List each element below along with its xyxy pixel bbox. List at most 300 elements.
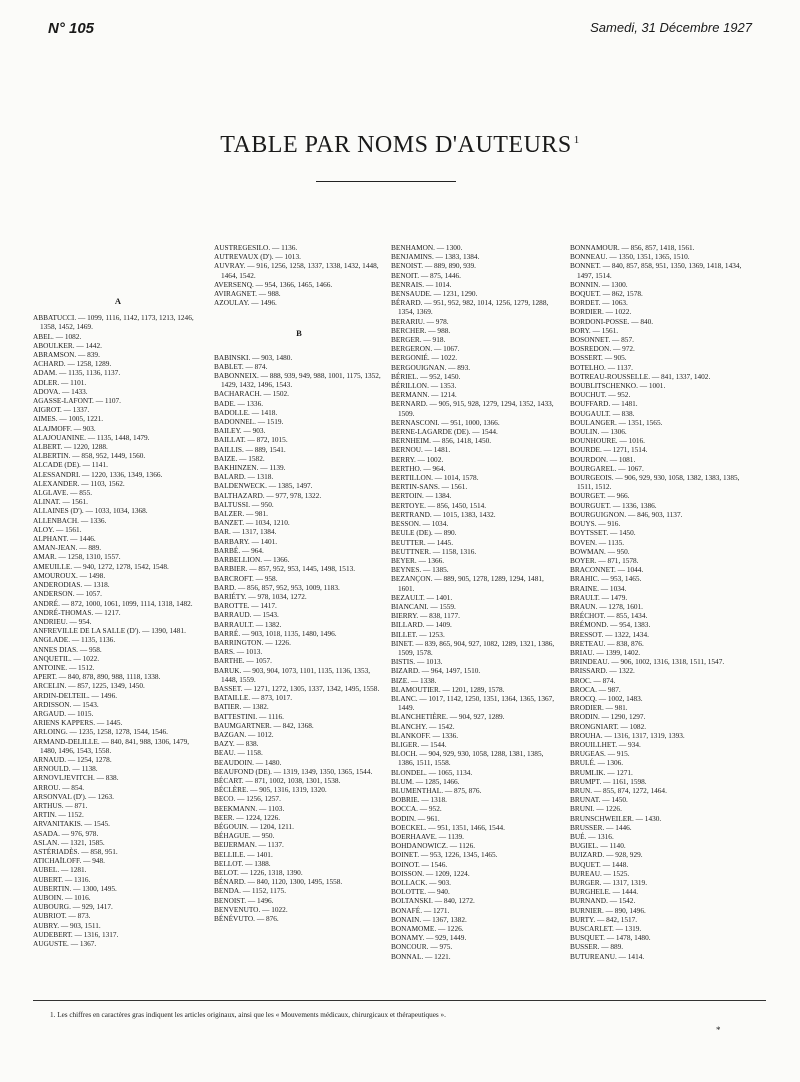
author-entry: BILLARD. — 1409. [391, 620, 452, 630]
author-entry: BONAIN. — 1367, 1382. [391, 914, 467, 924]
author-entry: BATIER. — 1382. [214, 702, 269, 712]
author-entry: BRAUN. — 1278, 1601. [570, 601, 643, 611]
author-entry: ALBERT. — 1220, 1288. [33, 442, 108, 452]
author-entry: BOINOT. — 1546. [391, 859, 448, 869]
author-entry: BENSAUDE. — 1231, 1290. [391, 289, 478, 299]
author-entry: BOBRIE. — 1318. [391, 795, 447, 805]
author-entry: BRÉCHOT. — 855, 1434. [570, 611, 648, 621]
column-4-entries [570, 243, 748, 961]
author-entry: BAZGAN. — 1012. [214, 729, 274, 739]
author-entry: AIMES. — 1005, 1221. [33, 414, 104, 424]
author-entry: BAR. — 1317, 1384. [214, 527, 277, 537]
author-entry: BOUNHOURE. — 1016. [570, 436, 645, 446]
author-entry: ABRAMSON. — 839. [33, 350, 100, 360]
author-entry: ARNOULD. — 1138. [33, 764, 98, 774]
author-entry: BORDET. — 1063. [570, 298, 628, 308]
author-entry: BEYER. — 1366. [391, 555, 445, 565]
author-entry: BEEKMANN. — 1103. [214, 803, 285, 813]
author-entry: BERNHEIM. — 856, 1418, 1450. [391, 436, 492, 446]
author-entry: BLAMOUTIER. — 1201, 1289, 1578. [391, 684, 505, 694]
author-entry: ANDRIEU. — 954. [33, 616, 92, 626]
author-entry: BEAU. — 1158. [214, 748, 263, 758]
author-entry: BABONNEIX. — 888, 939, 949, 988, 1001, 1175, 1352, 1429, 1432, 1496, 1543. [214, 371, 381, 390]
author-entry: ARLOING. — 1235, 1258, 1278, 1544, 1546. [33, 727, 168, 737]
author-entry: BEER. — 1224, 1226. [214, 812, 281, 822]
author-entry: BÉCART. — 871, 1002, 1038, 1301, 1538. [214, 775, 341, 785]
author-entry: AGASSE-LAFONT. — 1107. [33, 396, 121, 406]
column-4 [570, 243, 748, 961]
author-entry: BARBELLION. — 1366. [214, 555, 290, 565]
author-entry: AMAR. — 1258, 1310, 1557. [33, 552, 121, 562]
author-entry: BEULE (DE). — 890. [391, 528, 457, 538]
author-entry: BELLOT. — 1388. [214, 858, 271, 868]
title-underline [316, 181, 456, 182]
author-entry: BAILLIS. — 889, 1541. [214, 444, 286, 454]
author-entry: ANDRÉ-THOMAS. — 1217. [33, 607, 121, 617]
author-entry: APERT. — 840, 878, 890, 988, 1118, 1338. [33, 672, 161, 682]
author-entry: BUIZARD. — 928, 929. [570, 850, 643, 860]
author-entry: BAZY. — 838. [214, 739, 259, 749]
author-entry: BRUN. — 855, 874, 1272, 1464. [570, 785, 667, 795]
author-entry: AUBEL. — 1281. [33, 865, 87, 875]
column-3-entries [391, 243, 561, 961]
author-entry: BOQUET. — 862, 1578. [570, 289, 643, 299]
author-entry: BERNASCONI. — 951, 1000, 1366. [391, 417, 500, 427]
author-entry: AZOULAY. — 1496. [214, 298, 277, 308]
author-entry: ARNAUD. — 1254, 1278. [33, 754, 112, 764]
author-entry: BOURGUET. — 1336, 1386. [570, 500, 657, 510]
author-entry: BOCCA. — 952. [391, 804, 442, 814]
author-entry: BOYER. — 871, 1578. [570, 555, 639, 565]
author-entry: ARTHUS. — 871. [33, 800, 88, 810]
author-entry: BABINSKI. — 903, 1480. [214, 352, 293, 362]
author-entry: BRODIN. — 1290, 1297. [570, 712, 646, 722]
author-entry: AMEUILLE. — 940, 1272, 1278, 1542, 1548. [33, 561, 169, 571]
author-entry: ALEXANDER. — 1103, 1562. [33, 478, 125, 488]
author-entry: BOUBLITSCHENKO. — 1001. [570, 381, 666, 391]
author-entry: BERARIU. — 978. [391, 316, 449, 326]
author-entry: BÉRIEL. — 952, 1450. [391, 371, 461, 381]
letter-heading-b: B [296, 328, 302, 339]
author-entry: BUSQUET. — 1478, 1480. [570, 933, 651, 943]
author-entry: BERGER. — 918. [391, 335, 446, 345]
author-entry: BRÉMOND. — 954, 1383. [570, 620, 651, 630]
footnote: 1. Les chiffres en caractères gras indiquent les articles originaux, ainsi que les « Mouvements médicaux, chirurgicaux et thérapeutiques ». [50, 1011, 446, 1019]
author-entry: AUBRY. — 903, 1511. [33, 920, 101, 930]
author-entry: BERCHER. — 988. [391, 325, 451, 335]
author-entry: BAILEY. — 903. [214, 426, 266, 436]
author-entry: BRUGEAS. — 915. [570, 749, 630, 759]
author-entry: AUBOURG. — 929, 1417. [33, 902, 113, 912]
author-entry: BERGONIÉ. — 1022. [391, 353, 458, 363]
author-entry: BOVEN. — 1135. [570, 537, 625, 547]
title-footnote-ref: 1 [573, 134, 580, 146]
author-entry: ANTOINE. — 1512. [33, 662, 95, 672]
author-entry: ARROU. — 854. [33, 782, 85, 792]
author-entry: ALCADE (DE). — 1141. [33, 460, 108, 470]
author-entry: BOTREAU-ROUSSELLE. — 841, 1337, 1402. [570, 371, 711, 381]
author-entry: BEUTTNER. — 1158, 1316. [391, 546, 477, 556]
author-entry: BOURGEOIS. — 906, 929, 930, 1058, 1382, 1383, 1385, 1511, 1512. [570, 473, 740, 492]
author-entry: BROUHA. — 1316, 1317, 1319, 1393. [570, 730, 685, 740]
asterisk-mark: * [716, 1025, 721, 1035]
author-entry: BUTUREANU. — 1414. [570, 951, 645, 961]
author-entry: ARVANITAKIS. — 1545. [33, 819, 110, 829]
author-entry: BRUMPT. — 1161, 1598. [570, 776, 647, 786]
author-entry: BARTHE. — 1057. [214, 656, 272, 666]
author-entry: BAKHINZEN. — 1139. [214, 463, 286, 473]
author-entry: ARSONVAL (D'). — 1263. [33, 791, 114, 801]
author-entry: BERTOIN. — 1384. [391, 491, 452, 501]
author-entry: BÉNÉVUTO. — 876. [214, 914, 279, 924]
author-entry: BOURDON. — 1081. [570, 454, 636, 464]
author-entry: BALDENWECK. — 1385, 1497. [214, 481, 313, 491]
author-entry: AVERSENQ. — 954, 1366, 1465, 1466. [214, 279, 333, 289]
author-entry: BUGIEL. — 1140. [570, 841, 626, 851]
author-entry: AUGUSTE. — 1367. [33, 939, 97, 949]
author-entry: BURGHELE. — 1444. [570, 887, 639, 897]
author-entry: ASLAN. — 1321, 1585. [33, 837, 105, 847]
author-entry: BOTELHO. — 1137. [570, 362, 633, 372]
author-entry: BEYNES. — 1385. [391, 565, 449, 575]
author-entry: BUREAU. — 1525. [570, 868, 630, 878]
author-entry: ANFREVILLE DE LA SALLE (D'). — 1390, 1481. [33, 626, 186, 636]
author-entry: ARTIN. — 1152. [33, 810, 84, 820]
author-entry: BRUSSER. — 1446. [570, 822, 632, 832]
author-entry: BÉRARD. — 951, 952, 982, 1014, 1256, 1279, 1288, 1354, 1369. [391, 298, 549, 317]
author-entry: BURTY. — 842, 1517. [570, 914, 638, 924]
author-entry: BRAINE. — 1034. [570, 583, 627, 593]
author-entry: ANDERSON. — 1057. [33, 589, 102, 599]
author-entry: BAUMGARTNER. — 842, 1368. [214, 720, 314, 730]
author-entry: BRACONNET. — 1044. [570, 565, 644, 575]
author-entry: BROUILLHET. — 934. [570, 739, 641, 749]
author-entry: ANDERODIAS. — 1318. [33, 580, 110, 590]
author-entry: BÉHAGUE. — 950. [214, 831, 275, 841]
author-entry: BORY. — 1561. [570, 325, 619, 335]
issue-number: N° 105 [48, 20, 95, 37]
author-entry: BARBARY. — 1401. [214, 536, 278, 546]
author-entry: BARS. — 1013. [214, 647, 263, 657]
author-entry: BOERHAAVE. — 1139. [391, 832, 464, 841]
author-entry: ALLENBACH. — 1336. [33, 515, 107, 525]
author-entry: ALLAINES (D'). — 1033, 1034, 1368. [33, 506, 148, 516]
author-entry: BRINDEAU. — 906, 1002, 1316, 1318, 1511, 1547. [570, 657, 725, 667]
author-entry: BALARD. — 1318. [214, 472, 274, 482]
author-entry: BÉGOUIN. — 1204, 1211. [214, 821, 294, 831]
author-entry: BOISSON. — 1209, 1224. [391, 868, 470, 878]
page-title [0, 132, 800, 159]
author-entry: ACHARD. — 1258, 1289. [33, 359, 112, 369]
author-entry: BOHDANOWICZ. — 1126. [391, 841, 476, 851]
author-entry: ARCELIN. — 857, 1225, 1349, 1450. [33, 681, 145, 691]
author-entry: BENVENUTO. — 1022. [214, 904, 288, 914]
author-entry: BOSREDON. — 972. [570, 344, 635, 354]
column-3 [391, 243, 561, 961]
author-entry: ALPHANT. — 1446. [33, 534, 96, 544]
author-entry: AVIRAGNET. — 988. [214, 289, 281, 299]
author-entry: ARGAUD. — 1015. [33, 708, 94, 718]
author-entry: BOULANGER. — 1351, 1565. [570, 417, 663, 427]
author-entry: BLANKOFF. — 1336. [391, 730, 459, 740]
author-entry: BISTIS. — 1013. [391, 657, 443, 667]
author-entry: BADOLLE. — 1418. [214, 407, 278, 417]
author-entry: BERTIN-SANS. — 1561. [391, 482, 468, 492]
author-entry: BONNAL. — 1221. [391, 951, 451, 961]
author-entry: BOWMAN. — 950. [570, 546, 630, 556]
column-2 [214, 243, 384, 923]
author-entry: BARUK. — 903, 904, 1073, 1101, 1135, 1136, 1353, 1448, 1559. [214, 665, 371, 684]
author-entry: BOLOTTE. — 940. [391, 887, 450, 897]
author-entry: BENOIST. — 889, 890, 939. [391, 261, 476, 271]
author-entry: BOURDE. — 1271, 1514. [570, 445, 648, 455]
author-entry: BARRINGTON. — 1226. [214, 637, 291, 647]
author-entry: ALESSANDRI. — 1220, 1336, 1349, 1366. [33, 469, 163, 479]
author-entry: BESSON. — 1034. [391, 519, 449, 529]
author-entry: ALAJMOFF. — 903. [33, 423, 96, 433]
author-entry: BURNAND. — 1542. [570, 896, 636, 906]
author-entry: BOECKEL. — 951, 1351, 1466, 1544. [391, 822, 505, 832]
author-entry: BRUNSCHWEILER. — 1430. [570, 813, 662, 823]
issue-date: Samedi, 31 Décembre 1927 [590, 20, 752, 35]
author-entry: BUSCARLET. — 1319. [570, 924, 642, 934]
author-entry: BOLLACK. — 903. [391, 878, 451, 888]
author-entry: ABOULKER. — 1442. [33, 340, 102, 350]
author-entry: BLIGER. — 1544. [391, 739, 447, 749]
column-1-entries [33, 313, 203, 948]
author-entry: BOUYS. — 916. [570, 519, 621, 529]
author-entry: ADAM. — 1135, 1136, 1137. [33, 368, 121, 378]
author-entry: BENHAMON. — 1300. [391, 243, 463, 252]
author-entry: BRISSARD. — 1322. [570, 666, 635, 676]
author-entry: BENDA. — 1152, 1175. [214, 886, 287, 896]
author-entry: BASSET. — 1271, 1272, 1305, 1337, 1342, 1495, 1558. [214, 683, 380, 693]
author-entry: ABBATUCCI. — 1099, 1116, 1142, 1173, 1213, 1246, 1358, 1452, 1469. [33, 313, 194, 332]
author-entry: ASTÉRIADÈS. — 858, 951. [33, 846, 118, 856]
author-entry: BOUCHUT. — 952. [570, 390, 631, 400]
author-entry: BARBIER. — 857, 952, 953, 1445, 1498, 1513. [214, 564, 356, 574]
author-entry: BEZANÇON. — 889, 905, 1278, 1289, 1294, 1481, 1601. [391, 574, 544, 593]
author-entry: BÉNARD. — 840, 1120, 1300, 1495, 1558. [214, 877, 343, 887]
author-entry: BRUMLIK. — 1271. [570, 767, 633, 777]
author-entry: BORDIER. — 1022. [570, 307, 632, 317]
author-entry: ARMAND-DELILLE. — 840, 841, 988, 1306, 1479, 1480, 1496, 1543, 1558. [33, 736, 190, 755]
author-entry: BERTRAND. — 1015, 1383, 1432. [391, 509, 496, 519]
author-entry: AUBRIOT. — 873. [33, 911, 91, 921]
author-entry: AUVRAY. — 916, 1256, 1258, 1337, 1338, 1432, 1448, 1464, 1542. [214, 261, 379, 280]
author-entry: BONNAMOUR. — 856, 857, 1418, 1561. [570, 243, 695, 252]
author-entry: BERNARD. — 905, 915, 928, 1279, 1294, 1352, 1433, 1509. [391, 399, 554, 418]
author-entry: BOURGAREL. — 1067. [570, 463, 644, 473]
author-entry: BARCROFT. — 958. [214, 573, 278, 583]
author-entry: AIGROT. — 1337. [33, 405, 90, 415]
author-entry: BRAULT. — 1479. [570, 592, 628, 602]
author-entry: BENOIT. — 875, 1446. [391, 270, 461, 280]
author-entry: ADOVA. — 1433. [33, 386, 88, 396]
author-entry: BABLET. — 874. [214, 361, 268, 371]
author-entry: BLUMENTHAL. — 875, 876. [391, 785, 482, 795]
author-entry: AUSTREGESILO. — 1136. [214, 243, 298, 252]
author-entry: AUBERT. — 1316. [33, 874, 91, 884]
author-entry: ANGLADE. — 1135, 1136. [33, 635, 116, 645]
author-entry: BUQUET. — 1448. [570, 859, 629, 869]
author-entry: BARIÉTY. — 978, 1034, 1272. [214, 591, 307, 601]
author-entry: BILLET. — 1253. [391, 629, 445, 639]
author-entry: BLONDEL. — 1065, 1134. [391, 767, 473, 777]
author-entry: BLOCH. — 904, 929, 930, 1058, 1288, 1381, 1385, 1386, 1511, 1558. [391, 749, 544, 768]
author-entry: BONNEAU. — 1350, 1351, 1365, 1510. [570, 252, 690, 262]
author-entry: BÉCLÈRE. — 905, 1316, 1319, 1320. [214, 785, 327, 795]
author-entry: BUÉ. — 1316. [570, 832, 614, 841]
author-entry: BOUGAULT. — 838. [570, 408, 635, 418]
author-entry: ADLER. — 1101. [33, 377, 87, 387]
author-entry: ARDIN-DELTEIL. — 1496. [33, 690, 118, 700]
author-entry: BOSSERT. — 905. [570, 353, 627, 363]
author-entry: BOUFFARD. — 1481. [570, 399, 638, 409]
author-entry: BRULÉ. — 1306. [570, 758, 624, 768]
author-entry: BERTOYE. — 856, 1450, 1514. [391, 500, 487, 510]
author-entry: BUSSER. — 889. [570, 942, 624, 952]
author-entry: ANDRÉ. — 872, 1000, 1061, 1099, 1114, 1318, 1482. [33, 598, 193, 608]
author-entry: BLANC. — 1017, 1142, 1250, 1351, 1364, 1365, 1367, 1449. [391, 693, 555, 713]
author-entry: ARIENS KAPPERS. — 1445. [33, 718, 123, 728]
author-entry: BRONGNIART. — 1082. [570, 721, 647, 731]
author-entry: BERTILLON. — 1014, 1578. [391, 473, 479, 483]
author-entry: BLANCHY. — 1542. [391, 721, 455, 731]
author-entry: BOLTANSKI. — 840, 1272. [391, 896, 475, 906]
author-entry: BÉRILLON. — 1353. [391, 381, 457, 391]
author-entry: BLUM. — 1285, 1466. [391, 776, 460, 786]
author-entry: BRIAU. — 1399, 1402. [570, 647, 641, 657]
author-entry: ANQUETIL. — 1022. [33, 653, 100, 663]
author-entry: BROCQ. — 1002, 1483. [570, 693, 643, 703]
author-entry: BERRY. — 1002. [391, 454, 444, 464]
author-entry: ATICHAÏLOFF. — 948. [33, 856, 105, 866]
author-entry: BOYTSSET. — 1450. [570, 528, 636, 538]
author-entry: ALBERTIN. — 858, 952, 1449, 1560. [33, 451, 146, 461]
author-entry: BELOT. — 1226, 1318, 1390. [214, 868, 303, 877]
author-entry: BERNE-LAGARDE (DE). — 1544. [391, 427, 498, 437]
author-entry: ASADA. — 976, 978. [33, 828, 99, 838]
author-entry: BURGER. — 1317, 1319. [570, 878, 648, 888]
column-2-entries-b [214, 353, 384, 924]
author-entry: BARD. — 856, 857, 952, 953, 1009, 1183. [214, 582, 340, 592]
author-entry: BONAMOME. — 1226. [391, 924, 464, 934]
author-entry: AUTREVAUX (D'). — 1013. [214, 252, 301, 262]
author-entry: BADONNEL. — 1519. [214, 417, 284, 427]
author-entry: BERTHO. — 964. [391, 463, 446, 473]
column-2-entries-a [214, 243, 384, 307]
author-entry: BIZARD. — 964, 1497, 1510. [391, 666, 481, 676]
author-entry: BROCA. — 987. [570, 684, 621, 694]
author-entry: ALOY. — 1561. [33, 524, 82, 534]
author-entry: BROC. — 874. [570, 675, 616, 685]
author-entry: ALINAT. — 1561. [33, 497, 88, 507]
author-entry: AUBERTIN. — 1300, 1495. [33, 883, 117, 893]
author-entry: BRUNI. — 1226. [570, 804, 622, 814]
author-entry: BENRAIS. — 1014. [391, 279, 452, 289]
author-entry: BONAMY. — 929, 1449. [391, 933, 467, 943]
author-entry: BRETEAU. — 838, 876. [570, 638, 644, 648]
author-entry: BADE. — 1336. [214, 398, 264, 408]
author-entry: BERGERON. — 1067. [391, 344, 460, 354]
author-entry: BODIN. — 961. [391, 813, 440, 823]
author-entry: BONAFÉ. — 1271. [391, 905, 450, 915]
author-entry: BEIJERMAN. — 1137. [214, 840, 284, 850]
author-entry: BORDONI-POSSE. — 840. [570, 316, 654, 326]
author-entry: BOINET. — 953, 1226, 1345, 1465. [391, 850, 498, 860]
author-entry: BEAUDOIN. — 1480. [214, 757, 282, 767]
author-entry: BARRAUD. — 1543. [214, 610, 279, 620]
author-entry: BACHARACH. — 1502. [214, 389, 290, 399]
author-entry: ALAJOUANINE. — 1135, 1448, 1479. [33, 432, 150, 442]
author-entry: AMAN-JEAN. — 889. [33, 543, 102, 553]
author-entry: BERGOUIGNAN. — 893. [391, 362, 471, 372]
author-entry: BRUNAT. — 1450. [570, 795, 628, 805]
author-entry: ANNES DIAS. — 958. [33, 644, 102, 654]
author-entry: BAIZE. — 1582. [214, 453, 265, 463]
author-entry: BOULIN. — 1306. [570, 427, 627, 437]
column-1 [33, 243, 203, 948]
author-entry: ARNOVLJEVITCH. — 838. [33, 773, 119, 783]
author-entry: AMOUROUX. — 1498. [33, 570, 106, 580]
author-entry: BURNIER. — 890, 1496. [570, 905, 646, 915]
author-entry: ALGLAVE. — 855. [33, 488, 93, 498]
author-entry: BEAUFOND (DE). — 1319, 1349, 1350, 1365, 1544. [214, 766, 373, 776]
author-entry: BALTUSSI. — 950. [214, 499, 274, 509]
author-entry: BEZAULT. — 1401. [391, 592, 453, 602]
author-entry: BIERRY. — 838, 1177. [391, 611, 460, 621]
author-entry: AUDEBERT. — 1316, 1317. [33, 929, 119, 939]
author-entry: BANZET. — 1034, 1210. [214, 518, 290, 528]
author-entry: BATAILLE. — 873, 1017. [214, 693, 293, 703]
author-entry: BONNET. — 840, 857, 858, 951, 1350, 1369, 1418, 1434, 1497, 1514. [570, 261, 742, 280]
author-entry: BENOIST. — 1496. [214, 895, 274, 905]
author-entry: BOURGUIGNON. — 846, 903, 1137. [570, 509, 683, 519]
letter-heading-a: A [114, 296, 122, 306]
author-entry: BIANCANI. — 1559. [391, 601, 456, 611]
author-entry: BECO. — 1256, 1257. [214, 794, 281, 804]
author-entry: BARBÉ. — 964. [214, 545, 264, 555]
author-entry: BAILLAT. — 872, 1015. [214, 435, 288, 445]
author-entry: BERNOU. — 1481. [391, 445, 451, 455]
author-entry: BALTHAZARD. — 977, 978, 1322. [214, 490, 322, 500]
author-entry: BALZER. — 981. [214, 509, 268, 519]
author-entry: BOSONNET. — 857. [570, 335, 634, 345]
author-entry: BRESSOT. — 1322, 1434. [570, 629, 649, 639]
author-entry: BATTESTINI. — 1116. [214, 711, 284, 721]
author-entry: BLANCHETIÈRE. — 904, 927, 1289. [391, 712, 505, 722]
author-entry: BAROTTE. — 1417. [214, 601, 277, 611]
author-entry: BEUTTER. — 1445. [391, 537, 454, 547]
author-entry: BELLILE. — 1401. [214, 849, 273, 859]
author-entry: BONNIN. — 1300. [570, 279, 628, 289]
footnote-separator [33, 1000, 766, 1001]
author-entry: AUBOIN. — 1016. [33, 893, 91, 902]
author-entry: BARRÉ. — 903, 1018, 1135, 1480, 1496. [214, 628, 337, 638]
author-entry: BRAHIC. — 953, 1465. [570, 574, 642, 584]
author-entry: BARRAULT. — 1382. [214, 619, 282, 629]
author-entry: BERMANN. — 1214. [391, 390, 457, 400]
author-entry: BINET. — 839, 865, 904, 927, 1082, 1289, 1321, 1386, 1509, 1578. [391, 638, 555, 657]
author-entry: BIZE. — 1338. [391, 675, 437, 685]
author-entry: BOURGET. — 966. [570, 491, 630, 501]
author-entry: BENJAMINS. — 1383, 1384. [391, 252, 480, 262]
author-entry: BRODIER. — 981. [570, 703, 628, 713]
title-text: TABLE PAR NOMS D'AUTEURS [220, 132, 572, 158]
author-entry: ARDISSON. — 1543. [33, 699, 99, 709]
author-entry: BONCOUR. — 975. [391, 942, 453, 952]
